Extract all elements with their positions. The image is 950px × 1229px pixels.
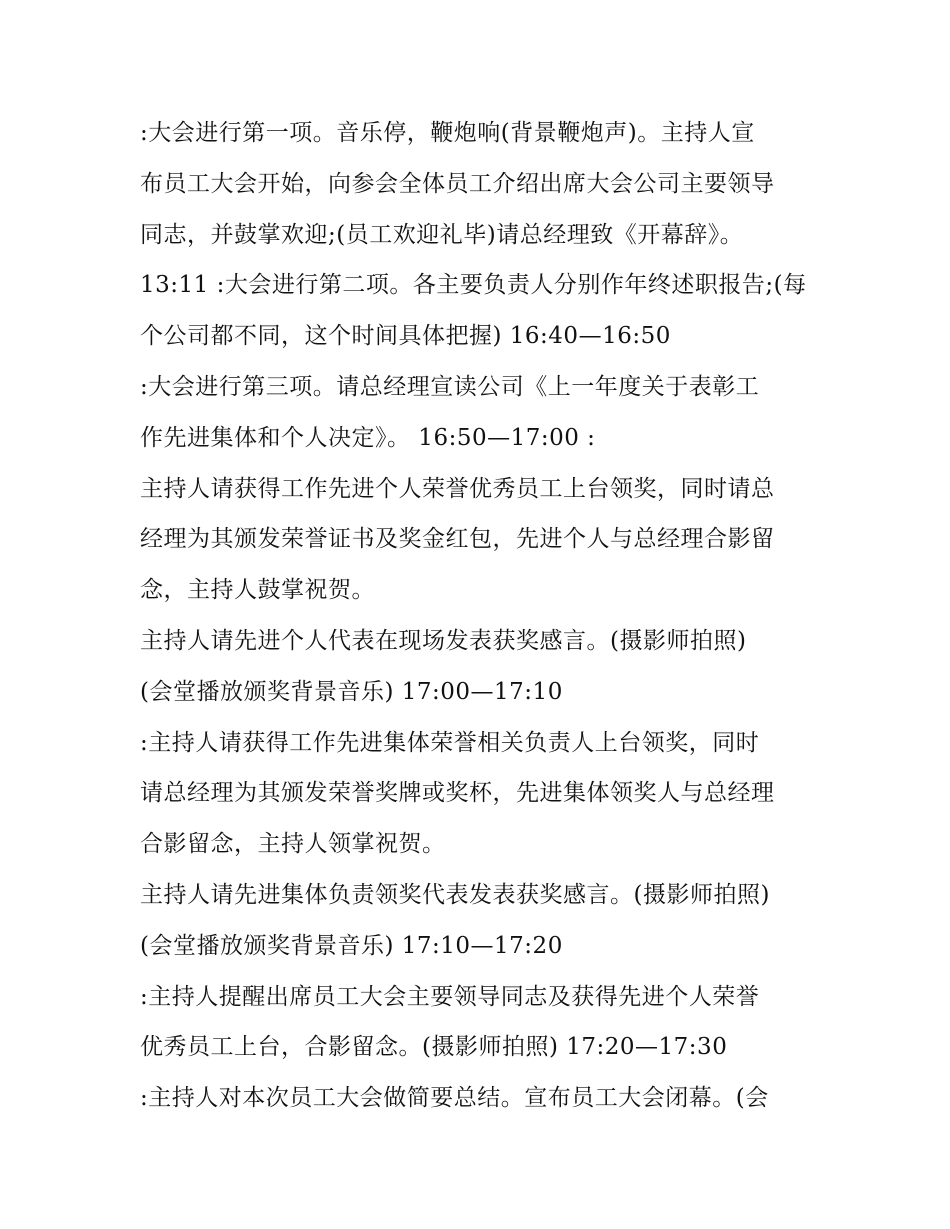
text-line: 主持人请先进集体负责领奖代表发表获奖感言。(摄影师拍照) bbox=[140, 881, 770, 908]
text-line: :主持人提醒出席员工大会主要领导同志及获得先进个人荣誉 bbox=[140, 983, 760, 1010]
text-line: 布员工大会开始，向参会全体员工介绍出席大会公司主要领导 bbox=[140, 170, 775, 197]
text-line: 作先进集体和个人决定》。 16:50—17:00 : bbox=[140, 424, 596, 451]
text-line: :主持人请获得工作先进集体荣誉相关负责人上台领奖，同时 bbox=[140, 729, 760, 756]
text-line: 经理为其颁发荣誉证书及奖金红包，先进个人与总经理合影留 bbox=[140, 526, 775, 553]
text-line: 主持人请先进个人代表在现场发表获奖感言。(摄影师拍照) bbox=[140, 627, 747, 654]
text-line: (会堂播放颁奖背景音乐) 17:10—17:20 bbox=[140, 932, 563, 959]
text-line: :主持人对本次员工大会做简要总结。宣布员工大会闭幕。(会 bbox=[140, 1085, 769, 1112]
text-line: 主持人请获得工作先进个人荣誉优秀员工上台领奖，同时请总 bbox=[140, 475, 775, 502]
text-line: :大会进行第一项。音乐停，鞭炮响(背景鞭炮声)。主持人宣 bbox=[140, 120, 755, 146]
text-line: 请总经理为其颁发荣誉奖牌或奖杯，先进集体领奖人与总经理 bbox=[140, 780, 775, 807]
text-line: 优秀员工上台，合影留念。(摄影师拍照) 17:20—17:30 bbox=[140, 1034, 728, 1061]
text-line: 13:11 :大会进行第二项。各主要负责人分别作年终述职报告;(每 bbox=[140, 272, 807, 299]
text-line: 个公司都不同，这个时间具体把握) 16:40—16:50 bbox=[140, 323, 671, 350]
document-body bbox=[140, 108, 830, 1124]
text-line: 同志，并鼓掌欢迎;(员工欢迎礼毕)请总经理致《开幕辞》。 bbox=[140, 221, 744, 248]
text-line: 念，主持人鼓掌祝贺。 bbox=[140, 577, 375, 604]
text-line: (会堂播放颁奖背景音乐) 17:00—17:10 bbox=[140, 678, 563, 705]
text-line: 合影留念，主持人领掌祝贺。 bbox=[140, 831, 446, 858]
text-line: :大会进行第三项。请总经理宣读公司《上一年度关于表彰工 bbox=[140, 373, 760, 400]
